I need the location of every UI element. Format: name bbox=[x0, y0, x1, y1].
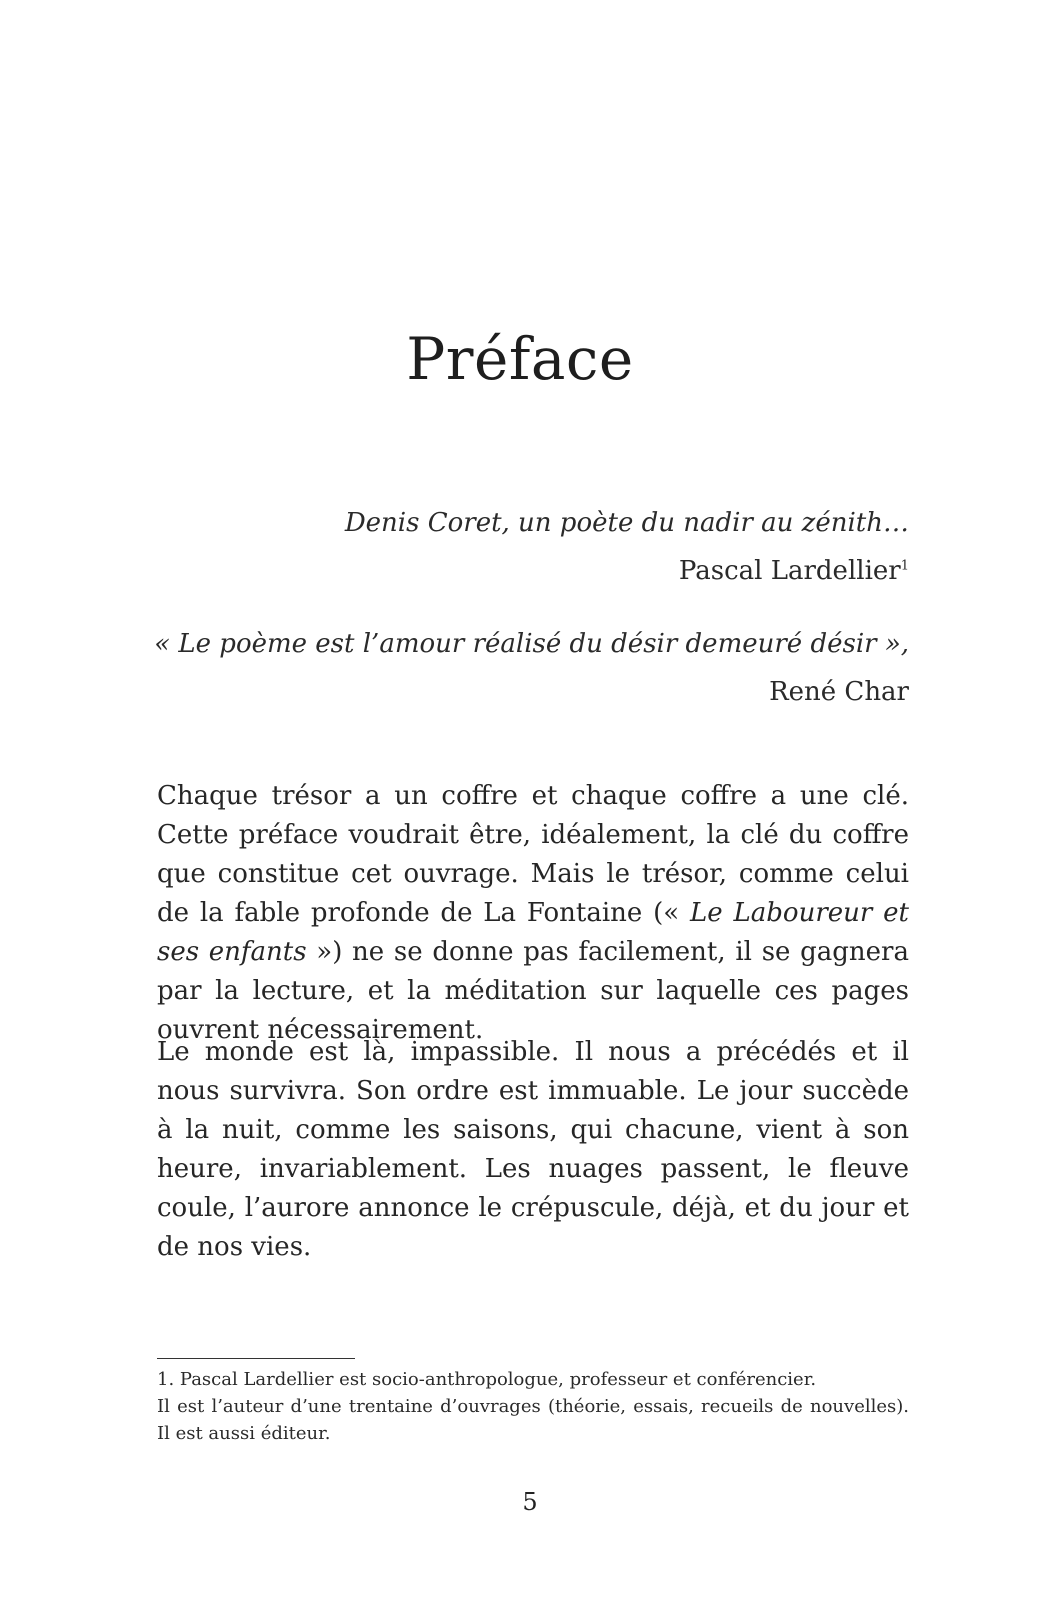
footnote-divider bbox=[157, 1358, 355, 1359]
epigraph-author bbox=[345, 547, 909, 595]
epigraph-author-name: Pascal Lardellier bbox=[678, 556, 901, 586]
footnote bbox=[157, 1366, 909, 1447]
footnote-line: 1. Pascal Lardellier est socio-anthropologue, professeur et conférencier. bbox=[157, 1369, 817, 1390]
page-title: Préface bbox=[406, 325, 634, 393]
footnote-line: Il est l’auteur d’une trentaine d’ouvrages (théorie, essais, recueils de nouvelles). Il est aussi éditeur. bbox=[157, 1396, 909, 1444]
epigraph-lardellier bbox=[345, 499, 909, 595]
page-number: 5 bbox=[522, 1488, 538, 1516]
epigraph-char bbox=[154, 620, 909, 716]
paragraph-text: Chaque trésor a un coffre et chaque coffre a une clé. Cette préface voudrait être, idéalement, la clé du coffre que constitue cet ouvrage. Mais le trésor, comme celui de la fable profonde de La Fontaine (« bbox=[157, 781, 909, 928]
body-paragraph bbox=[157, 777, 909, 1050]
epigraph-author: René Char bbox=[769, 677, 909, 707]
epigraph-quote: « Le poème est l’amour réalisé du désir demeuré désir », bbox=[154, 629, 909, 659]
epigraph-quote: Denis Coret, un poète du nadir au zénith… bbox=[344, 508, 909, 538]
body-paragraph: Le monde est là, impassible. Il nous a précédés et il nous survivra. Son ordre est immuable. Le jour succède à la nuit, comme les saisons, qui chacune, vient à son heure, invariablement. Les nuages passent, le fleuve coule, l’aurore annonce le crépuscule, déjà, et du jour et de nos vies. bbox=[157, 1037, 909, 1262]
work-title: Le Laboureur et ses enfants bbox=[157, 898, 909, 967]
paragraph-text: ») ne se donne pas facilement, il se gagnera par la lecture, et la méditation sur laquelle ces pages ouvrent nécessairement. bbox=[157, 937, 909, 1045]
footnote-reference: 1 bbox=[900, 558, 909, 574]
